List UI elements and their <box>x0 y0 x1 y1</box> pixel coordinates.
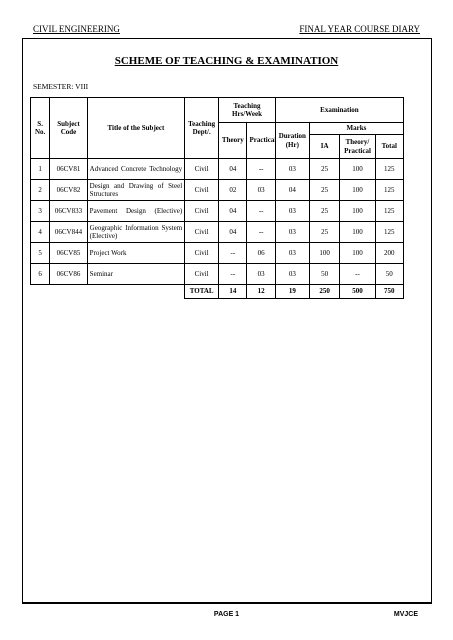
cell-title: Advanced Concrete Technology <box>87 159 184 180</box>
cell-duration: 03 <box>275 159 309 180</box>
cell-sno: 6 <box>31 264 50 285</box>
header-marks: Marks <box>309 123 403 135</box>
table-row <box>31 180 404 201</box>
semester-label: SEMESTER: VIII <box>33 82 89 91</box>
cell-code: 06CV844 <box>50 222 87 243</box>
cell-practical: 03 <box>247 264 275 285</box>
cell-theory: 04 <box>219 201 247 222</box>
table-row <box>31 264 404 285</box>
cell-code: 06CV81 <box>50 159 87 180</box>
totals-theory: 14 <box>219 285 247 299</box>
header-practical: Practical <box>247 123 275 159</box>
cell-sno: 2 <box>31 180 50 201</box>
cell-sno: 1 <box>31 159 50 180</box>
institution-name: MVJCE <box>393 611 418 618</box>
cell-total: 125 <box>375 222 403 243</box>
cell-total: 50 <box>375 264 403 285</box>
cell-theory-practical: 100 <box>340 159 375 180</box>
cell-title: Project Work <box>87 243 184 264</box>
cell-duration: 03 <box>275 201 309 222</box>
cell-practical: -- <box>247 201 275 222</box>
header-sno: S. No. <box>31 98 50 159</box>
cell-ia: 50 <box>309 264 340 285</box>
totals-ia: 250 <box>309 285 340 299</box>
cell-code: 06CV85 <box>50 243 87 264</box>
cell-ia: 25 <box>309 159 340 180</box>
cell-title: Pavement Design (Elective) <box>87 201 184 222</box>
cell-theory: -- <box>219 243 247 264</box>
totals-duration: 19 <box>275 285 309 299</box>
cell-duration: 03 <box>275 243 309 264</box>
cell-dept: Civil <box>185 201 219 222</box>
cell-total: 125 <box>375 201 403 222</box>
header-dept: Teaching Dept/. <box>185 98 219 159</box>
cell-code: 06CV82 <box>50 180 87 201</box>
totals-label: TOTAL <box>185 285 219 299</box>
header-right: FINAL YEAR COURSE DIARY <box>299 24 420 34</box>
header-examination: Examination <box>275 98 403 123</box>
cell-theory-practical: -- <box>340 264 375 285</box>
cell-practical: 03 <box>247 180 275 201</box>
cell-title: Geographic Information System (Elective) <box>87 222 184 243</box>
scheme-table <box>30 97 404 299</box>
table-row <box>31 222 404 243</box>
cell-code: 06CV833 <box>50 201 87 222</box>
totals-total: 750 <box>375 285 403 299</box>
cell-ia: 25 <box>309 180 340 201</box>
cell-theory: 04 <box>219 159 247 180</box>
cell-title: Seminar <box>87 264 184 285</box>
header-theory: Theory <box>219 123 247 159</box>
page-number: PAGE 1 <box>213 611 240 618</box>
cell-practical: -- <box>247 222 275 243</box>
cell-sno: 5 <box>31 243 50 264</box>
header-duration: Duration (Hr) <box>275 123 309 159</box>
cell-dept: Civil <box>185 159 219 180</box>
cell-ia: 25 <box>309 222 340 243</box>
cell-dept: Civil <box>185 264 219 285</box>
cell-code: 06CV86 <box>50 264 87 285</box>
cell-total: 200 <box>375 243 403 264</box>
header-code: Subject Code <box>50 98 87 159</box>
cell-duration: 03 <box>275 222 309 243</box>
page-title: SCHEME OF TEACHING & EXAMINATION <box>114 55 339 67</box>
table-row <box>31 159 404 180</box>
cell-sno: 4 <box>31 222 50 243</box>
cell-dept: Civil <box>185 243 219 264</box>
footer-divider <box>22 603 432 604</box>
table-row <box>31 201 404 222</box>
cell-theory-practical: 100 <box>340 243 375 264</box>
cell-duration: 04 <box>275 180 309 201</box>
cell-sno: 3 <box>31 201 50 222</box>
header-title: Title of the Subject <box>87 98 184 159</box>
cell-theory: 04 <box>219 222 247 243</box>
cell-title: Design and Drawing of Steel Structures <box>87 180 184 201</box>
cell-dept: Civil <box>185 222 219 243</box>
cell-ia: 100 <box>309 243 340 264</box>
cell-theory-practical: 100 <box>340 180 375 201</box>
header-ia: IA <box>309 135 340 159</box>
totals-theory-practical: 500 <box>340 285 375 299</box>
cell-total: 125 <box>375 159 403 180</box>
cell-theory-practical: 100 <box>340 201 375 222</box>
cell-dept: Civil <box>185 180 219 201</box>
cell-practical: 06 <box>247 243 275 264</box>
cell-ia: 25 <box>309 201 340 222</box>
totals-practical: 12 <box>247 285 275 299</box>
cell-practical: -- <box>247 159 275 180</box>
table-row <box>31 243 404 264</box>
cell-theory: 02 <box>219 180 247 201</box>
header-total: Total <box>375 135 403 159</box>
cell-total: 125 <box>375 180 403 201</box>
cell-theory: -- <box>219 264 247 285</box>
totals-row <box>31 285 404 299</box>
header-left: CIVIL ENGINEERING <box>33 24 120 34</box>
header-teaching: Teaching Hrs/Week <box>219 98 276 123</box>
cell-duration: 03 <box>275 264 309 285</box>
cell-theory-practical: 100 <box>340 222 375 243</box>
header-theory-practical: Theory/ Practical <box>340 135 375 159</box>
